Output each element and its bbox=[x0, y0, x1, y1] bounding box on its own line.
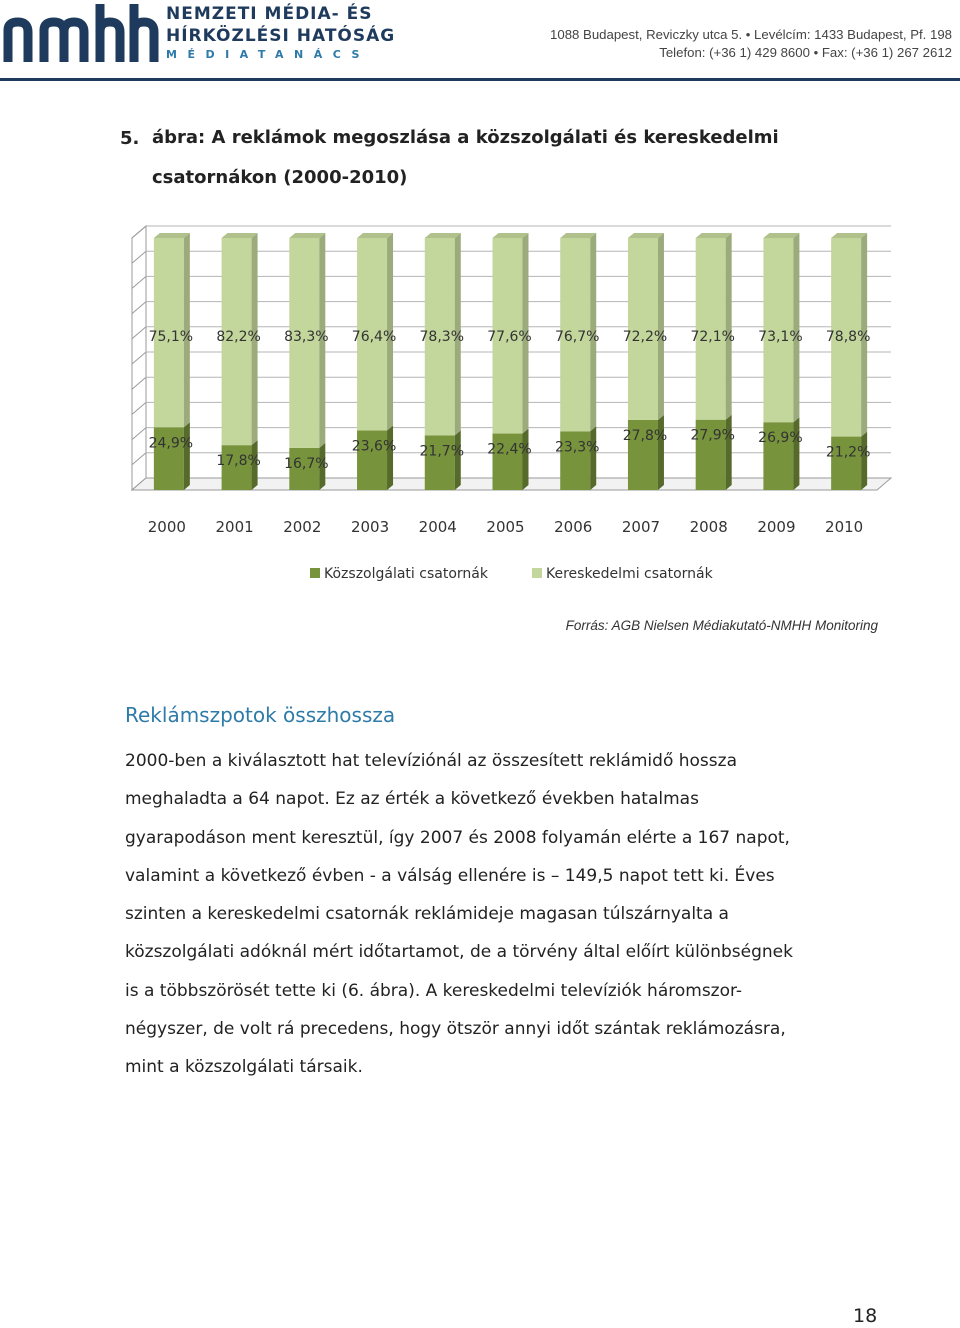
bar-public-service-side bbox=[184, 422, 190, 490]
paragraph-line: szinten a kereskedelmi csatornák reklámideje magasan túlszárnyalta a bbox=[125, 904, 729, 925]
bar-top-face bbox=[357, 233, 393, 238]
section-heading: Reklámszpotok összhossza bbox=[125, 703, 396, 727]
org-name-line1: NEMZETI MÉDIA- ÉS bbox=[166, 4, 373, 24]
x-tick-label: 2005 bbox=[486, 518, 525, 536]
figure-number: 5. bbox=[120, 128, 140, 149]
x-tick-label: 2009 bbox=[757, 518, 796, 536]
x-tick-label: 2010 bbox=[825, 518, 864, 536]
data-label-commercial: 78,3% bbox=[419, 329, 465, 345]
data-label-commercial: 72,2% bbox=[622, 329, 668, 345]
org-name-line2: HÍRKÖZLÉSI HATÓSÁG bbox=[166, 26, 396, 46]
bar-top-face bbox=[154, 233, 190, 238]
bar-top-face bbox=[289, 233, 325, 238]
x-tick-label: 2008 bbox=[689, 518, 728, 536]
legend-label-commercial: Kereskedelmi csatornák bbox=[546, 566, 713, 582]
bar-public-service-side bbox=[658, 415, 664, 490]
x-tick-label: 2000 bbox=[147, 518, 186, 536]
header-divider bbox=[0, 78, 960, 81]
x-tick-label: 2004 bbox=[418, 518, 457, 536]
x-tick-label: 2006 bbox=[554, 518, 593, 536]
bar-top-face bbox=[696, 233, 732, 238]
paragraph-line: valamint a következő évben - a válság ellenére is – 149,5 napot tett ki. Éves bbox=[125, 865, 775, 886]
data-label-commercial: 76,4% bbox=[351, 329, 397, 345]
x-tick-label: 2007 bbox=[621, 518, 661, 536]
bar-top-face bbox=[628, 233, 664, 238]
stacked-bar-chart bbox=[120, 220, 910, 605]
bar-public-service-side bbox=[726, 415, 732, 490]
paragraph-line: meghaladta a 64 napot. Ez az érték a következő években hatalmas bbox=[125, 789, 699, 810]
bar-commercial-side bbox=[726, 233, 732, 420]
figure-title: ábra: A reklámok megoszlása a közszolgálati és kereskedelmi csatornákon (2000-2010) bbox=[152, 127, 779, 188]
bar-public-service-side bbox=[793, 417, 799, 490]
paragraph-line: mint a közszolgálati társaik. bbox=[125, 1057, 363, 1078]
address-line: 1088 Budapest, Reviczky utca 5. • Levélcím: 1433 Budapest, Pf. 198 bbox=[550, 27, 952, 42]
bar-public-service-side bbox=[387, 426, 393, 490]
data-label-commercial: 83,3% bbox=[284, 329, 329, 345]
bar-commercial-side bbox=[658, 233, 664, 420]
bar-public-service-side bbox=[523, 429, 529, 490]
bar-public-service-side bbox=[455, 430, 461, 490]
data-label-public-service: 21,2% bbox=[825, 444, 871, 461]
data-label-public-service: 24,9% bbox=[148, 435, 194, 452]
nmhh-logo bbox=[0, 0, 160, 72]
bar-top-face bbox=[425, 233, 461, 238]
data-label-public-service: 23,3% bbox=[554, 439, 600, 456]
paragraph-line: 2000-ben a kiválasztott hat televíziónál az összesített reklámidő hossza bbox=[125, 751, 737, 771]
data-label-public-service: 17,8% bbox=[216, 453, 261, 470]
paragraph-line: is a többszörösét tette ki (6. ábra). A kereskedelmi televíziók háromszor- bbox=[125, 980, 743, 1001]
page-number: 18 bbox=[853, 1305, 878, 1327]
bar-commercial-side bbox=[793, 233, 799, 422]
data-label-commercial: 76,7% bbox=[554, 329, 600, 345]
bar-top-face bbox=[493, 233, 529, 238]
figure-source: Forrás: AGB Nielsen Médiakutató-NMHH Monitoring bbox=[565, 618, 878, 633]
bar-top-face bbox=[831, 233, 867, 238]
paragraph-line: négyszer, de volt rá precedens, hogy ötször annyi időt szántak reklámozásra, bbox=[125, 1019, 786, 1040]
paragraph-line: gyarapodáson ment keresztül, így 2007 és 2008 folyamán elérte a 167 napot, bbox=[125, 827, 790, 848]
data-label-public-service: 26,9% bbox=[758, 430, 803, 447]
org-name-line3: MÉDIATANÁCS bbox=[166, 48, 370, 61]
data-label-public-service: 27,8% bbox=[622, 427, 668, 444]
x-tick-label: 2003 bbox=[350, 518, 390, 536]
legend-swatch-public-service bbox=[310, 568, 320, 578]
letterhead bbox=[0, 0, 960, 80]
legend-label-public-service: Közszolgálati csatornák bbox=[324, 566, 488, 582]
bar-top-face bbox=[560, 233, 596, 238]
bar-top-face bbox=[763, 233, 799, 238]
bar-public-service-side bbox=[861, 432, 867, 490]
data-label-commercial: 75,1% bbox=[148, 329, 194, 345]
phone-fax-line: Telefon: (+36 1) 429 8600 • Fax: (+36 1) 267 2612 bbox=[659, 45, 952, 60]
data-label-commercial: 78,8% bbox=[825, 329, 871, 345]
paragraph-line: közszolgálati adóknál mért időtartamot, de a törvény által előírt különbségnek bbox=[125, 942, 793, 963]
data-label-commercial: 72,1% bbox=[690, 329, 735, 345]
data-label-commercial: 82,2% bbox=[216, 329, 261, 345]
data-label-commercial: 73,1% bbox=[758, 329, 803, 345]
legend-swatch-commercial bbox=[532, 568, 542, 578]
x-tick-label: 2002 bbox=[283, 518, 322, 536]
data-label-public-service: 21,7% bbox=[419, 443, 465, 460]
body-paragraph bbox=[125, 742, 885, 1087]
data-label-public-service: 23,6% bbox=[351, 438, 397, 455]
data-label-public-service: 27,9% bbox=[690, 427, 735, 444]
data-label-public-service: 22,4% bbox=[487, 441, 532, 458]
data-label-commercial: 77,6% bbox=[487, 329, 532, 345]
data-label-public-service: 16,7% bbox=[284, 455, 329, 472]
x-tick-label: 2001 bbox=[215, 518, 254, 536]
bar-top-face bbox=[222, 233, 258, 238]
bar-public-service-side bbox=[590, 426, 596, 490]
